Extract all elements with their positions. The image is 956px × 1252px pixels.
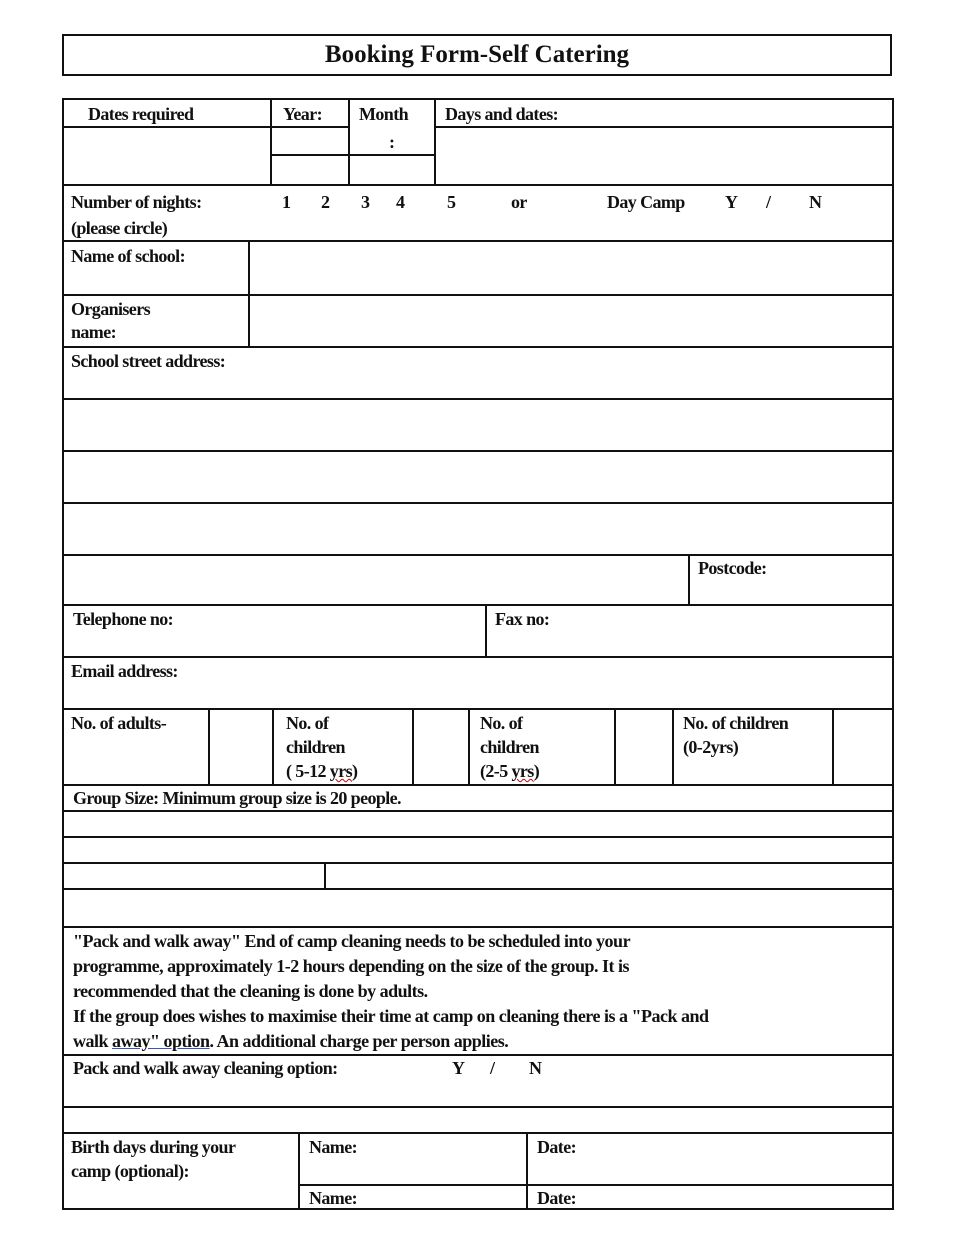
school-name-label: Name of school: (71, 246, 185, 266)
birthdays-label-line1: Birth days during your (71, 1137, 236, 1157)
fax-label: Fax no: (495, 609, 550, 629)
adults-label: No. of adults- (71, 713, 167, 733)
children-0-2-label-line1: No. of children (683, 713, 789, 733)
pack-info-line3: recommended that the cleaning is done by adults. (73, 981, 428, 1001)
postcode-label: Postcode: (698, 558, 767, 578)
group-blank-row-3b[interactable] (324, 862, 894, 890)
birthday-name-1-label: Name: (309, 1137, 357, 1157)
night-option-2[interactable]: 2 (321, 192, 330, 212)
night-option-3[interactable]: 3 (361, 192, 370, 212)
children-5-12-label-line2: children (286, 737, 345, 757)
adults-count-field[interactable] (208, 708, 274, 786)
group-size-text: Group Size: Minimum group size is 20 people. (73, 788, 401, 808)
children-5-12-label-line1: No. of (286, 713, 329, 733)
night-option-1[interactable]: 1 (282, 192, 291, 212)
group-blank-row-1[interactable] (62, 810, 894, 838)
birthday-date-2-label: Date: (537, 1188, 576, 1208)
email-label: Email address: (71, 661, 178, 681)
organisers-label-line1: Organisers (71, 299, 150, 319)
month-label: Month (359, 104, 409, 124)
birthday-date-2-field[interactable] (526, 1184, 894, 1210)
group-blank-row-2[interactable] (62, 836, 894, 864)
children-2-5-label-line2: children (480, 737, 539, 757)
group-blank-row-3a[interactable] (62, 862, 326, 890)
pack-option-slash: / (490, 1058, 495, 1078)
month-colon: : (389, 132, 395, 152)
birthdays-label-line2: camp (optional): (71, 1161, 189, 1181)
day-camp-no[interactable]: N (809, 192, 822, 212)
night-option-5[interactable]: 5 (447, 192, 456, 212)
organisers-label-line2: name: (71, 322, 116, 342)
street-address-row-3[interactable] (62, 450, 894, 504)
year-field-2[interactable] (270, 154, 350, 186)
night-option-4[interactable]: 4 (396, 192, 405, 212)
dates-required-label: Dates required (88, 104, 194, 124)
pack-info-line1: "Pack and walk away" End of camp cleaning needs to be scheduled into your (73, 931, 631, 951)
pack-option-no[interactable]: N (529, 1058, 542, 1078)
days-and-dates-label: Days and dates: (445, 104, 559, 124)
pack-blank-row[interactable] (62, 1106, 894, 1134)
pack-info-line2: programme, approximately 1-2 hours depending on the size of the group. It is (73, 956, 630, 976)
day-camp-slash: / (766, 192, 771, 212)
school-name-field[interactable] (248, 240, 894, 296)
children-5-12-label-line3: ( 5-12 yrs) (286, 761, 358, 781)
children-2-5-label-line3: (2-5 yrs) (480, 761, 540, 781)
children-2-5-count-field[interactable] (614, 708, 674, 786)
birthday-name-2-label: Name: (309, 1188, 357, 1208)
email-field[interactable] (62, 656, 894, 710)
pack-info-line5: walk away" option. An additional charge per person applies. (73, 1031, 509, 1051)
children-2-5-label-line1: No. of (480, 713, 523, 733)
children-0-2-label-line2: (0-2yrs) (683, 737, 739, 757)
group-blank-row-4[interactable] (62, 888, 894, 928)
year-label: Year: (283, 104, 322, 124)
form-title: Booking Form-Self Catering (62, 34, 892, 76)
pack-info-line4: If the group does wishes to maximise their time at camp on cleaning there is a "Pack and (73, 1006, 709, 1026)
pack-option-label: Pack and walk away cleaning option: (73, 1058, 338, 1078)
children-0-2-count-field[interactable] (832, 708, 894, 786)
pack-option-yes[interactable]: Y (452, 1058, 465, 1078)
street-address-row-4[interactable] (62, 502, 894, 556)
dates-required-field[interactable] (62, 126, 272, 186)
street-address-label: School street address: (71, 351, 226, 371)
street-address-row-2[interactable] (62, 398, 894, 452)
day-camp-yes[interactable]: Y (725, 192, 738, 212)
nights-or: or (511, 192, 527, 212)
month-field[interactable] (348, 154, 436, 186)
year-field-1[interactable] (270, 126, 350, 156)
children-5-12-count-field[interactable] (412, 708, 470, 786)
birthday-date-1-label: Date: (537, 1137, 576, 1157)
nights-note: (please circle) (71, 218, 168, 238)
organisers-name-field[interactable] (248, 294, 894, 348)
day-camp-label: Day Camp (607, 192, 685, 212)
birthday-date-1-field[interactable] (526, 1132, 894, 1186)
street-address-row-5[interactable] (62, 554, 690, 606)
telephone-label: Telephone no: (73, 609, 174, 629)
nights-label: Number of nights: (71, 192, 202, 212)
